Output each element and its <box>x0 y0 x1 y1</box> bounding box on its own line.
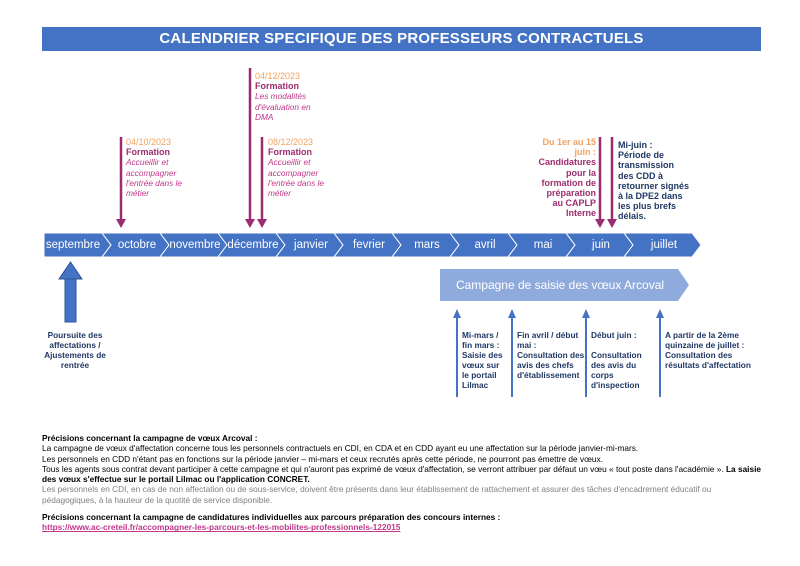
event-desc: Accueillir et accompagner l'entrée dans le métier <box>268 157 325 199</box>
notes-line: Les personnels en CDD n'étant pas en fonctions sur la période janvier – mi-mars et ceux recrutés après cette période, ne pourront pas émettre de vœux. <box>42 453 603 464</box>
notes-heading: Précisions concernant la campagne de vœux Arcoval : <box>42 433 258 443</box>
arrow-up-icon <box>656 309 664 318</box>
event-inspection <box>591 330 655 390</box>
event-title: Formation <box>126 147 170 158</box>
affectations-note: Poursuite des affectations / Ajustements de rentrée <box>44 330 106 370</box>
notes-concours <box>42 512 762 533</box>
notes-heading: Précisions concernant la campagne de candidatures individuelles aux parcours préparation des concours internes : <box>42 512 501 522</box>
month-label: novembre <box>169 239 221 251</box>
event-desc: Candidatures pour la formation de préparation au CAPLP Interne <box>538 157 596 219</box>
event-date: Du 1er au 15 juin : <box>542 137 596 158</box>
notes-arcoval <box>42 433 762 505</box>
arrow-down-icon <box>595 219 605 228</box>
event-desc: Période de transmission des CDD à retourner signés à la DPE2 dans les plus brefs délais. <box>618 150 690 222</box>
event-desc: Les modalités d'évaluation en DMA <box>255 91 311 122</box>
event-head: Fin avril / début mai : <box>517 330 579 350</box>
arrow-down-icon <box>257 219 267 228</box>
month-label: fevrier <box>353 239 385 251</box>
event-chefs <box>517 330 585 380</box>
arrow-down-icon <box>607 219 617 228</box>
event-cdd-candidatures <box>534 137 596 219</box>
event-formation-dec4 <box>255 71 325 122</box>
month-label: avril <box>474 239 496 251</box>
notes-line <box>42 464 762 485</box>
event-date: 04/10/2023 <box>126 137 172 147</box>
notes-line: La campagne de vœux d'affectation concerne tous les personnels contractuels en CDI, en CDA et en CDD ayant eu une affectation sur la période janvier-mi-mars. <box>42 443 639 454</box>
event-text: Consultation des résultats d'affectation <box>665 350 751 370</box>
event-head: Mi-mars / fin mars : <box>462 330 500 350</box>
month-label: mars <box>414 239 440 251</box>
event-date: 04/12/2023 <box>255 71 301 81</box>
month-label: juin <box>592 239 610 251</box>
event-text: Consultation des avis des chefs d'établissement <box>517 350 585 380</box>
arrow-down-icon <box>245 219 255 228</box>
notes-emphasis: La saisie des vœux s'effectue sur le portail Lilmac ou l'application CONCRET. <box>42 463 762 485</box>
event-dpe-transmission <box>618 140 690 222</box>
up-arrow-icon <box>59 262 82 322</box>
concours-link[interactable]: https://www.ac-creteil.fr/accompagner-les-parcours-et-les-mobilites-professionnels-122015 <box>42 522 401 533</box>
event-date: Mi-juin : <box>618 140 653 150</box>
event-formation-dec8 <box>268 137 334 198</box>
campaign-banner-label: Campagne de saisie des vœux Arcoval <box>455 278 665 292</box>
month-label: mai <box>533 239 553 251</box>
event-text: Saisie des vœux sur le portail Lilmac <box>462 350 503 390</box>
page-title: CALENDRIER SPECIFIQUE DES PROFESSEURS CONTRACTUELS <box>42 27 761 51</box>
event-desc: Accueillir et accompagner l'entrée dans le métier <box>126 157 183 199</box>
arrow-up-icon <box>508 309 516 318</box>
notes-text: Tous les agents sous contrat devant participer à cette campagne et qui n'auront pas exprimé de vœux d'affectation, se verront attribuer par défaut un vœu « tout poste dans l'académie ». <box>42 463 724 474</box>
event-date: 08/12/2023 <box>268 137 314 147</box>
event-head: Début juin : <box>591 330 637 340</box>
notes-line: Les personnels en CDI, en cas de non affectation ou de sous-service, doivent être présents dans leur établissement de rattachement et assurer des tâches d'encadrement éducatif ou pédagogiques, à la hauteur de la quotité de service disponible. <box>42 484 712 505</box>
event-resultats <box>665 330 765 370</box>
month-label: décembre <box>227 239 279 251</box>
event-text: Consultation des avis du corps d'inspection <box>591 350 642 390</box>
month-label: juillet <box>650 239 678 251</box>
event-head: A partir de la 2ème quinzaine de juillet : <box>665 330 745 350</box>
month-label: octobre <box>117 239 157 251</box>
event-title: Formation <box>255 81 299 92</box>
event-title: Formation <box>268 147 312 158</box>
month-label: janvier <box>294 239 328 251</box>
event-lilmac <box>462 330 508 390</box>
month-label: septembre <box>45 239 101 251</box>
arrow-up-icon <box>453 309 461 318</box>
event-formation-oct <box>126 137 196 198</box>
arrow-up-icon <box>582 309 590 318</box>
arrow-down-icon <box>116 219 126 228</box>
